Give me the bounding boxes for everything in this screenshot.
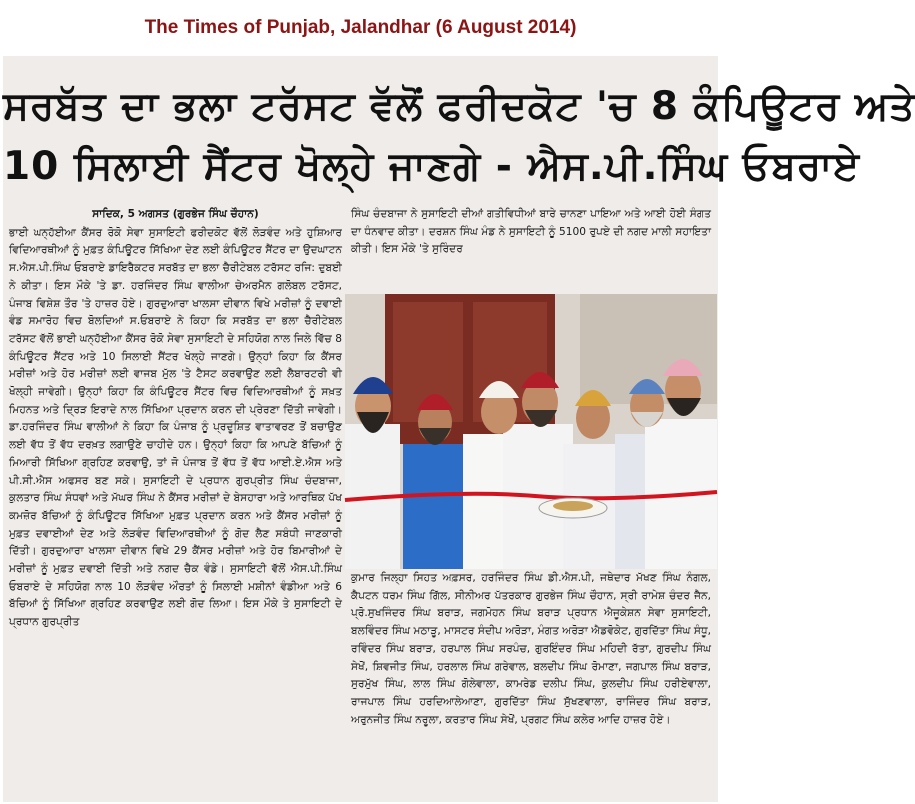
ribbon-cutting-photo: [345, 294, 717, 569]
source-caption: The Times of Punjab, Jalandhar (6 August 2014): [144, 17, 577, 38]
news-photo: [345, 294, 717, 569]
article-dateline: ਸਾਦਿਕ, 5 ਅਗਸਤ (ਗੁਰਭੇਜ ਸਿੰਘ ਚੌਹਾਨ): [92, 208, 259, 220]
article-right-top-text: ਸਿੰਘ ਚੰਦਬਾਜਾ ਨੇ ਸੁਸਾਇਟੀ ਦੀਆਂ ਗਤੀਵਿਧੀਆਂ ਬਾਰੇ ਚਾਨਣਾ ਪਾਇਆ ਅਤੇ ਆਈ ਹੋਈ ਸੰਗਤ ਦਾ ਧੰਨਵਾਦ ਕੀਤਾ। ਦਰਸ਼ਨ ਸਿੰਘ ਮੰਡ ਨੇ ਸੁਸਾਇਟੀ ਨੂੰ 5100 ਰੁਪਏ ਦੀ ਨਗਦ ਮਾਲੀ ਸਹਾਇਤਾ ਕੀਤੀ। ਇਸ ਮੌਕੇ 'ਤੇ ਸੁਰਿੰਦਰ: [351, 208, 711, 256]
article-right-bottom: [351, 570, 711, 802]
headline-line-2: 10 ਸਿਲਾਈ ਸੈਂਟਰ ਖੋਲ੍ਹੇ ਜਾਣਗੇ - ਐਸ.ਪੀ.ਸਿੰਘ ਓਬਰਾਏ: [3, 144, 861, 189]
article-right-top: [351, 206, 711, 294]
newspaper-clipping: [3, 56, 915, 802]
person-2-shirt: [403, 444, 465, 569]
headline-line-1: ਸਰਬੱਤ ਦਾ ਭਲਾ ਟਰੱਸਟ ਵੱਲੋਂ ਫਰੀਦਕੋਟ 'ਚ 8 ਕੰਪਿਊਟਰ ਅਤੇ: [3, 84, 915, 129]
article-left-column: [9, 206, 342, 802]
article-right-bottom-text: ਕੁਮਾਰ ਜਿਲ੍ਹਾ ਸਿਹਤ ਅਫ਼ਸਰ, ਹਰਜਿੰਦਰ ਸਿੰਘ ਡੀ.ਐਸ.ਪੀ, ਜਥੇਦਾਰ ਮੱਖਣ ਸਿੰਘ ਨੰਗਲ, ਕੈਪਟਨ ਧਰਮ ਸਿੰਘ ਗਿੱਲ, ਸੀਨੀਅਰ ਪੱਤਰਕਾਰ ਗੁਰਭੇਜ ਸਿੰਘ ਚੌਹਾਨ, ਸ੍ਰੀ ਰਾਮੇਸ਼ ਚੰਦਰ ਜੈਨ, ਪ੍ਰੋ.ਸੁਖਜਿੰਦਰ ਸਿੰਘ ਬਰਾੜ, ਜਗਮੋਹਨ ਸਿੰਘ ਬਰਾੜ ਪ੍ਰਧਾਨ ਐਜੂਕੇਸ਼ਨ ਸੇਵਾ ਸੁਸਾਇਟੀ, ਬਲਵਿੰਦਰ ਸਿੰਘ ਮਠਾੜੂ, ਮਾਸਟਰ ਸੰਦੀਪ ਅਰੋੜਾ, ਮੰਗਤ ਅਰੋੜਾ ਐਡਵੋਕੇਟ, ਗੁਰਦਿੱਤਾ ਸਿੰਘ ਸੰਧੂ, ਰਵਿੰਦਰ ਸਿੰਘ ਬਰਾੜ, ਹਰਪਾਲ ਸਿੰਘ ਸਰਪੰਚ, ਗੁਰਇੰਦਰ ਸਿੰਘ ਮਹਿਦੀ ਰੱਤਾ, ਗੁਰਦੀਪ ਸਿੰਘ ਸੇਖੋਂ, ਸ਼ਿਵਜੀਤ ਸਿੰਘ, ਹਰਲਾਲ ਸਿੰਘ ਗਰੇਵਾਲ, ਬਲਦੀਪ ਸਿੰਘ ਰੋਮਾਣਾ, ਜਗਪਾਲ ਸਿੰਘ ਬਰਾੜ, ਸੁਰਮੁੱਖ ਸਿੰਘ, ਲਾਲ ਸਿੰਘ ਗੋਲੇਵਾਲਾ, ਕਾਮਰੇਡ ਦਲੀਪ ਸਿੰਘ, ਕੁਲਦੀਪ ਸਿੰਘ ਹਰੀਏਵਾਲਾ, ਰਾਜਪਾਲ ਸਿੰਘ ਹਰਦਿਆਲੇਆਣਾ, ਗੁਰਦਿੱਤਾ ਸਿੰਘ ਸੁੱਖਣਵਾਲਾ, ਰਾਜਿੰਦਰ ਸਿੰਘ ਬਰਾੜ, ਅਰੁਨਜੀਤ ਸਿੰਘ ਨਰੂਲਾ, ਕਰਤਾਰ ਸਿੰਘ ਸੇਖੋਂ, ਪ੍ਰਗਟ ਸਿੰਘ ਕਲੇਰ ਆਦਿ ਹਾਜ਼ਰ ਹੋਏ।: [351, 572, 711, 726]
article-left-text: ਭਾਈ ਘਨ੍ਹੱਈਆ ਕੈਂਸਰ ਰੋਕੋ ਸੇਵਾ ਸੁਸਾਇਟੀ ਫਰੀਦਕੋਟ ਵੱਲੋਂ ਲੋੜਵੰਦ ਅਤੇ ਹੁਸ਼ਿਆਰ ਵਿਦਿਆਰਥੀਆਂ ਨੂੰ ਮੁਫ਼ਤ ਕੰਪਿਊਟਰ ਸਿੱਖਿਆ ਦੇਣ ਲਈ ਕੰਪਿਊਟਰ ਸੈਂਟਰ ਦਾ ਉਦਘਾਟਨ ਸ.ਐਸ.ਪੀ.ਸਿੰਘ ਓਬਰਾਏ ਡਾਇਰੈਕਟਰ ਸਰਬੱਤ ਦਾ ਭਲਾ ਚੈਰੀਟੇਬਲ ਟਰੱਸਟ ਰਜਿ: ਦੁਬਈ ਨੇ ਕੀਤਾ। ਇਸ ਮੌਕੇ 'ਤੇ ਡਾ. ਹਰਜਿੰਦਰ ਸਿੰਘ ਵਾਲੀਆ ਚੇਅਰਮੈਨ ਗਲੋਬਲ ਟਰੱਸਟ, ਪੰਜਾਬ ਵਿਸ਼ੇਸ਼ ਤੌਰ 'ਤੇ ਹਾਜ਼ਰ ਹੋਏ। ਗੁਰਦੁਆਰਾ ਖਾਲਸਾ ਦੀਵਾਨ ਵਿਖੇ ਮਰੀਜ਼ਾਂ ਨੂੰ ਦਵਾਈ ਵੰਡ ਸਮਾਰੋਹ ਵਿਚ ਬੋਲਦਿਆਂ ਸ.ਓਬਰਾਏ ਨੇ ਕਿਹਾ ਕਿ ਸਰਬੱਤ ਦਾ ਭਲਾ ਚੈਰੀਟੇਬਲ ਟਰੱਸਟ ਵੱਲੋਂ ਭਾਈ ਘਨ੍ਹੱਈਆ ਕੈਂਸਰ ਰੋਕੋ ਸੇਵਾ ਸੁਸਾਇਟੀ ਦੇ ਸਹਿਯੋਗ ਨਾਲ ਜਿਲੇ ਵਿੱਚ 8 ਕੰਪਿਊਟਰ ਸੈਂਟਰ ਅਤੇ 10 ਸਿਲਾਈ ਸੈਂਟਰ ਖੋਲ੍ਹੇ ਜਾਣਗੇ। ਉਨ੍ਹਾਂ ਕਿਹਾ ਕਿ ਕੈਂਸਰ ਮਰੀਜ਼ਾਂ ਅਤੇ ਹੋਰ ਮਰੀਜ਼ਾਂ ਲਈ ਵਾਜਬ ਮੁੱਲ 'ਤੇ ਟੈਸਟ ਕਰਵਾਉਣ ਲਈ ਲੈਬਾਰਟਰੀ ਵੀ ਖੋਲ੍ਹੀ ਜਾਵੇਗੀ। ਉਨ੍ਹਾਂ ਕਿਹਾ ਕਿ ਕੰਪਿਊਟਰ ਸੈਂਟਰ ਵਿਚ ਵਿਦਿਆਰਥੀਆਂ ਨੂੰ ਸਖ਼ਤ ਮਿਹਨਤ ਅਤੇ ਦ੍ਰਿੜ ਇਰਾਦੇ ਨਾਲ ਸਿੱਖਿਆ ਪ੍ਰਦਾਨ ਕਰਨ ਦੀ ਪ੍ਰੇਰਣਾ ਦਿੱਤੀ ਜਾਵੇਗੀ। ਡਾ.ਹਰਜਿੰਦਰ ਸਿੰਘ ਵਾਲੀਆਂ ਨੇ ਕਿਹਾ ਕਿ ਪੰਜਾਬ ਨੂੰ ਪ੍ਰਦੂਸ਼ਿਤ ਵਾਤਾਵਰਣ ਤੋਂ ਬਚਾਉਣ ਲਈ ਵੱਧ ਤੋਂ ਵੱਧ ਦਰਖ਼ਤ ਲਗਾਉਣੇ ਚਾਹੀਦੇ ਹਨ। ਉਨ੍ਹਾਂ ਕਿਹਾ ਕਿ ਆਪਣੇ ਬੱਚਿਆਂ ਨੂੰ ਮਿਆਰੀ ਸਿੱਖਿਆ ਗ੍ਰਹਿਣ ਕਰਵਾਉ, ਤਾਂ ਜੋ ਪੰਜਾਬ ਤੋਂ ਵੱਧ ਤੋਂ ਵੱਧ ਆਈ.ਏ.ਐਸ ਅਤੇ ਪੀ.ਸੀ.ਐਸ ਅਫਸਰ ਬਣ ਸਕੇ। ਸੁਸਾਇਟੀ ਦੇ ਪ੍ਰਧਾਨ ਗੁਰਪ੍ਰੀਤ ਸਿੰਘ ਚੰਦਬਾਜਾ, ਕੁਲਤਾਰ ਸਿੰਘ ਸੰਧਵਾਂ ਅਤੇ ਮੱਘਰ ਸਿੰਘ ਨੇ ਕੈਂਸਰ ਮਰੀਜ਼ਾਂ ਦੇ ਬੇਸਹਾਰਾ ਅਤੇ ਆਰਥਿਕ ਪੱਖ ਕਮਜ਼ੋਰ ਬੱਚਿਆਂ ਨੂੰ ਕੰਪਿਊਟਰ ਸਿੱਖਿਆ ਮੁਫ਼ਤ ਪ੍ਰਦਾਨ ਕਰਨ ਅਤੇ ਕੈਂਸਰ ਮਰੀਜ਼ਾਂ ਨੂੰ ਮੁਫ਼ਤ ਦਵਾਈਆਂ ਦੇਣ ਅਤੇ ਲੋੜਵੰਦ ਵਿਦਿਆਰਥੀਆਂ ਨੂੰ ਗੋਦ ਲੈਣ ਸਬੰਧੀ ਜਾਣਕਾਰੀ ਦਿੱਤੀ। ਗੁਰਦੁਆਰਾ ਖਾਲਸਾ ਦੀਵਾਨ ਵਿਖੇ 29 ਕੈਂਸਰ ਮਰੀਜ਼ਾਂ ਅਤੇ ਹੋਰ ਬਿਮਾਰੀਆਂ ਦੇ ਮਰੀਜ਼ਾਂ ਨੂੰ ਮੁਫ਼ਤ ਦਵਾਈ ਦਿੱਤੀ ਅਤੇ ਨਗਦ ਚੈਕ ਵੰਡੇ। ਸੁਸਾਇਟੀ ਵੱਲੋਂ ਐਸ.ਪੀ.ਸਿੰਘ ਓਬਰਾਏ ਦੇ ਸਹਿਯੋਗ ਨਾਲ 10 ਲੋੜਵੰਦ ਔਰਤਾਂ ਨੂੰ ਸਿਲਾਈ ਮਸ਼ੀਨਾਂ ਵੰਡੀਆ ਅਤੇ 6 ਬੱਚਿਆਂ ਨੂੰ ਸਿੱਖਿਆ ਗ੍ਰਹਿਣ ਕਰਵਾਉਣ ਲਈ ਗੋਦ ਲਿਆ। ਇਸ ਮੌਕੇ ਤੇ ਸੁਸਾਇਟੀ ਦੇ ਪ੍ਰਧਾਨ ਗੁਰਪ੍ਰੀਤ: [9, 226, 342, 629]
